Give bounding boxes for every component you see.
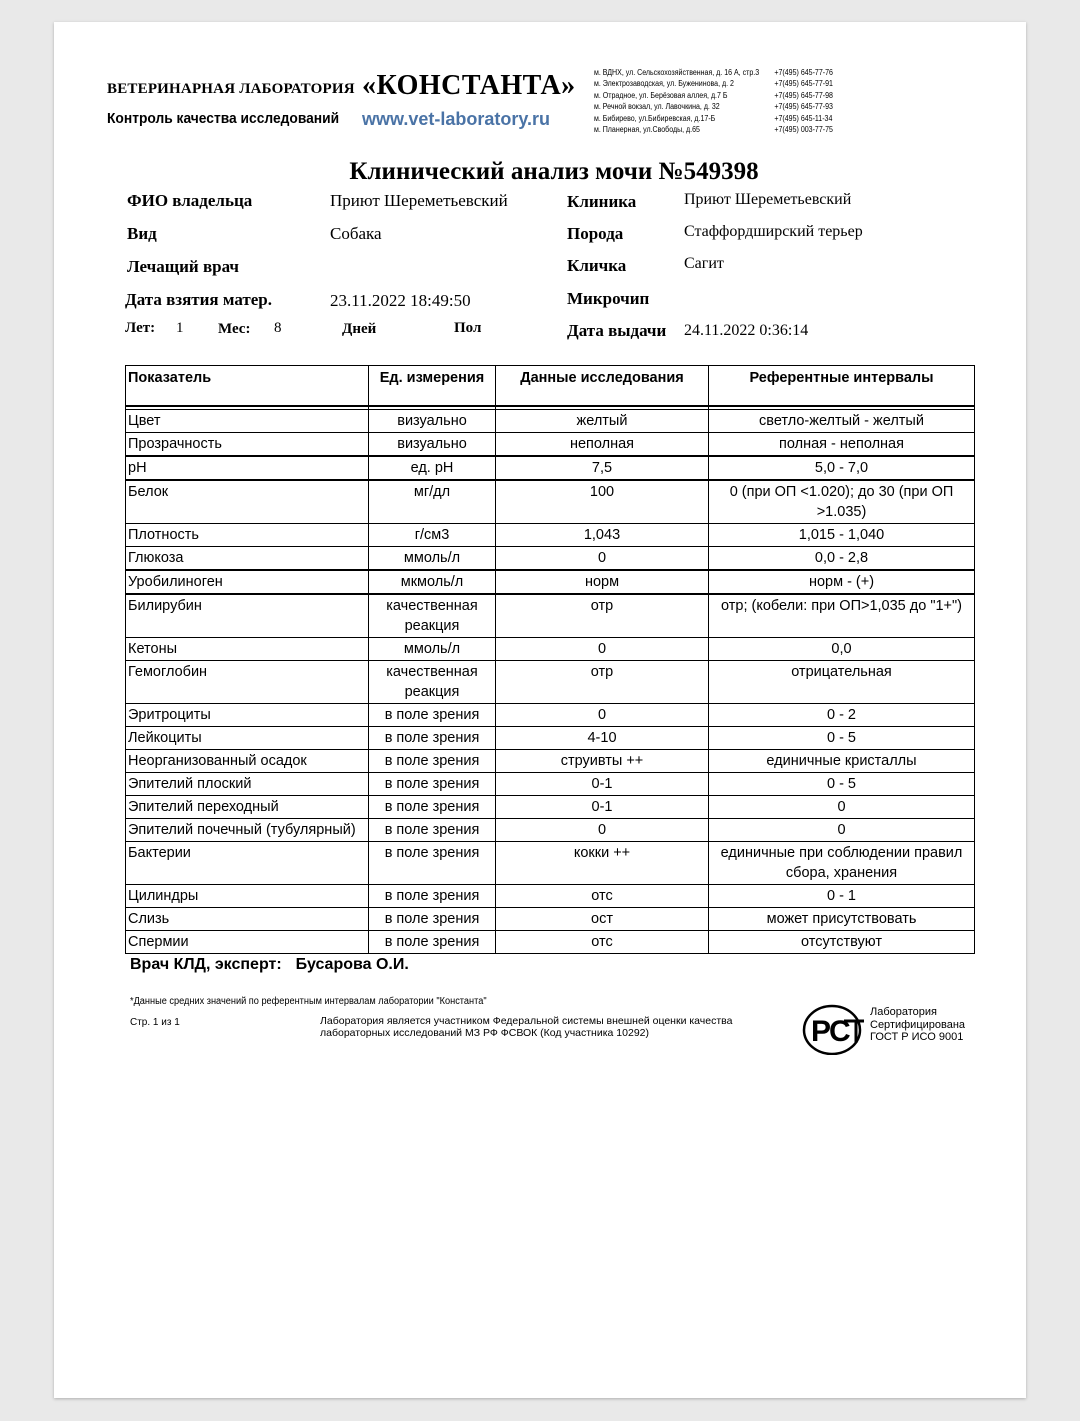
signature-name: Бусарова О.И.	[295, 956, 409, 973]
cell-unit: в поле зрения	[369, 908, 496, 931]
cell-result: 100	[496, 480, 709, 524]
cell-result: желтый	[496, 410, 709, 433]
cell-reference: может присутствовать	[709, 908, 975, 931]
owner-label: ФИО владельца	[127, 191, 253, 210]
issue-date-value: 24.11.2022 0:36:14	[684, 322, 809, 339]
cell-reference: 0	[709, 796, 975, 819]
cell-reference: отрицательная	[709, 661, 975, 704]
table-row	[126, 750, 975, 773]
cell-result: отс	[496, 931, 709, 954]
cell-parameter: Неорганизованный осадок	[126, 750, 369, 773]
nickname-label: Кличка	[567, 256, 627, 275]
lab-brand: «КОНСТАНТА»	[362, 70, 576, 101]
cell-parameter: Эпителий переходный	[126, 796, 369, 819]
cell-unit: качественная реакция	[369, 594, 496, 638]
address-row: м. Бибирево, ул.Бибиревская, д.17-Б +7(495) 645-11-34	[594, 113, 833, 123]
cell-parameter: Слизь	[126, 908, 369, 931]
cell-unit: в поле зрения	[369, 773, 496, 796]
cell-parameter: Цилиндры	[126, 885, 369, 908]
col-header: Референтные интервалы	[709, 366, 975, 407]
cell-unit: мг/дл	[369, 480, 496, 524]
cell-result: отс	[496, 885, 709, 908]
years-label: Лет:	[125, 320, 156, 336]
cell-unit: в поле зрения	[369, 727, 496, 750]
table-row	[126, 819, 975, 842]
issue-date-label: Дата выдачи	[567, 321, 667, 340]
cell-reference: светло-желтый - желтый	[709, 410, 975, 433]
cell-result: 1,043	[496, 524, 709, 547]
address-row: м. Отрадное, ул. Берёзовая аллея, д.7 Б +7(495) 645-77-98	[594, 90, 833, 100]
cell-reference: 0 - 5	[709, 727, 975, 750]
lab-subtitle: Контроль качества исследований	[107, 110, 340, 127]
lab-website: www.vet-laboratory.ru	[362, 109, 551, 129]
sample-date-value: 23.11.2022 18:49:50	[330, 291, 471, 310]
cell-parameter: Уробилиноген	[126, 570, 369, 594]
cell-result: 0	[496, 819, 709, 842]
cell-parameter: Плотность	[126, 524, 369, 547]
cell-reference: 1,015 - 1,040	[709, 524, 975, 547]
cell-result: 0-1	[496, 773, 709, 796]
lab-name: ВЕТЕРИНАРНАЯ ЛАБОРАТОРИЯ	[107, 81, 355, 97]
cell-result: отр	[496, 594, 709, 638]
cell-unit: в поле зрения	[369, 796, 496, 819]
cell-parameter: Эпителий почечный (тубулярный)	[126, 819, 369, 842]
cell-reference: единичные при соблюдении правил сбора, хранения	[709, 842, 975, 885]
cell-reference: отсутствуют	[709, 931, 975, 954]
cell-parameter: Билирубин	[126, 594, 369, 638]
document-title: Клинический анализ мочи №549398	[349, 158, 759, 185]
cell-unit: в поле зрения	[369, 750, 496, 773]
cell-parameter: Прозрачность	[126, 433, 369, 457]
nickname-value: Сагит	[684, 255, 724, 272]
signature	[130, 956, 409, 974]
address-row: м. Планерная, ул.Свободы, д.65 +7(495) 003-77-75	[594, 125, 833, 135]
cell-parameter: Эпителий плоский	[126, 773, 369, 796]
cell-reference: 0 - 5	[709, 773, 975, 796]
footnote: *Данные средних значений по референтным интервалам лаборатории "Константа"	[130, 996, 487, 1007]
cell-result: 4-10	[496, 727, 709, 750]
cell-unit: в поле зрения	[369, 842, 496, 885]
cell-result: ост	[496, 908, 709, 931]
cell-parameter: Белок	[126, 480, 369, 524]
certification-seal-icon	[802, 1003, 866, 1055]
breed-value: Стаффордширский терьер	[684, 223, 863, 240]
cell-reference: полная - неполная	[709, 433, 975, 457]
table-body	[126, 406, 975, 954]
cell-unit: в поле зрения	[369, 704, 496, 727]
cell-parameter: Глюкоза	[126, 547, 369, 571]
cell-unit: мкмоль/л	[369, 570, 496, 594]
owner-value: Приют Шереметьевский	[330, 191, 508, 210]
cell-unit: г/см3	[369, 524, 496, 547]
cell-result: кокки ++	[496, 842, 709, 885]
cell-reference: 0 (при ОП <1.020); до 30 (при ОП >1.035)	[709, 480, 975, 524]
cell-unit: визуально	[369, 433, 496, 457]
clinic-value: Приют Шереметьевский	[684, 191, 852, 208]
table-row	[126, 456, 975, 480]
results-table	[125, 365, 975, 954]
document-page	[54, 22, 1026, 1398]
cell-reference: 0 - 1	[709, 885, 975, 908]
doctor-label: Лечащий врач	[127, 257, 239, 276]
table-row	[126, 931, 975, 954]
cell-result: неполная	[496, 433, 709, 457]
cell-parameter: Кетоны	[126, 638, 369, 661]
signature-label: Врач КЛД, эксперт:	[130, 956, 282, 973]
cell-reference: 0,0 - 2,8	[709, 547, 975, 571]
cell-reference: 0,0	[709, 638, 975, 661]
svg-text:P: P	[811, 1015, 832, 1048]
table-row	[126, 638, 975, 661]
years-value: 1	[176, 320, 184, 336]
cell-parameter: Цвет	[126, 410, 369, 433]
table-row	[126, 908, 975, 931]
chip-label: Микрочип	[567, 289, 650, 308]
cell-parameter: Бактерии	[126, 842, 369, 885]
cell-result: 0-1	[496, 796, 709, 819]
species-value: Собака	[330, 224, 382, 243]
col-header: Показатель	[126, 366, 369, 407]
days-label: Дней	[342, 321, 377, 337]
cell-result: 7,5	[496, 456, 709, 480]
table-row	[126, 570, 975, 594]
cell-unit: в поле зрения	[369, 819, 496, 842]
table-row	[126, 796, 975, 819]
cell-parameter: Эритроциты	[126, 704, 369, 727]
table-row	[126, 524, 975, 547]
clinic-label: Клиника	[567, 192, 637, 211]
cell-reference: 0	[709, 819, 975, 842]
table-header-row	[126, 366, 975, 407]
cell-reference: отр; (кобели: при ОП>1,035 до "1+")	[709, 594, 975, 638]
species-label: Вид	[127, 224, 157, 243]
col-header: Данные исследования	[496, 366, 709, 407]
cell-result: струивты ++	[496, 750, 709, 773]
cell-unit: визуально	[369, 410, 496, 433]
cell-unit: ед. pH	[369, 456, 496, 480]
cell-parameter: Спермии	[126, 931, 369, 954]
cell-result: норм	[496, 570, 709, 594]
table-row	[126, 594, 975, 638]
page-number: Стр. 1 из 1	[130, 1017, 180, 1028]
table-row	[126, 773, 975, 796]
svg-text:C: C	[829, 1015, 851, 1048]
col-header: Ед. измерения	[369, 366, 496, 407]
table-row	[126, 547, 975, 571]
address-row: м. Электрозаводская, ул. Буженинова, д. 2 +7(495) 645-77-91	[594, 79, 833, 89]
table-row	[126, 885, 975, 908]
table-row	[126, 727, 975, 750]
cell-unit: в поле зрения	[369, 931, 496, 954]
cell-result: 0	[496, 638, 709, 661]
cell-result: 0	[496, 704, 709, 727]
cell-unit: ммоль/л	[369, 638, 496, 661]
fsvok-note: Лаборатория является участником Федеральной системы внешней оценки качества лабораторных исследований МЗ РФ ФСВОК (Код участника 10292)	[320, 1015, 733, 1039]
cell-parameter: Лейкоциты	[126, 727, 369, 750]
table-row	[126, 842, 975, 885]
months-value: 8	[274, 320, 282, 336]
sample-date-label: Дата взятия матер.	[125, 290, 272, 309]
table-row	[126, 480, 975, 524]
breed-label: Порода	[567, 224, 624, 243]
address-row: м. Речной вокзал, ул. Лавочкина, д. 32 +7(495) 645-77-93	[594, 102, 833, 112]
cell-unit: ммоль/л	[369, 547, 496, 571]
table-row	[126, 704, 975, 727]
table-row	[126, 410, 975, 433]
certification-text: Лаборатория Сертифицирована ГОСТ Р ИСО 9001	[870, 1006, 966, 1043]
cell-result: отр	[496, 661, 709, 704]
cell-reference: единичные кристаллы	[709, 750, 975, 773]
sex-label: Пол	[454, 320, 482, 336]
address-row: м. ВДНХ, ул. Сельскохозяйственная, д. 16 А, стр.3 +7(495) 645-77-76	[594, 68, 833, 77]
cell-reference: норм - (+)	[709, 570, 975, 594]
cell-parameter: Гемоглобин	[126, 661, 369, 704]
cell-reference: 0 - 2	[709, 704, 975, 727]
cell-reference: 5,0 - 7,0	[709, 456, 975, 480]
cell-result: 0	[496, 547, 709, 571]
cell-parameter: pH	[126, 456, 369, 480]
cell-unit: качественная реакция	[369, 661, 496, 704]
cell-unit: в поле зрения	[369, 885, 496, 908]
table-row	[126, 661, 975, 704]
months-label: Мес:	[218, 321, 251, 337]
table-row	[126, 433, 975, 457]
lab-addresses	[594, 67, 840, 135]
